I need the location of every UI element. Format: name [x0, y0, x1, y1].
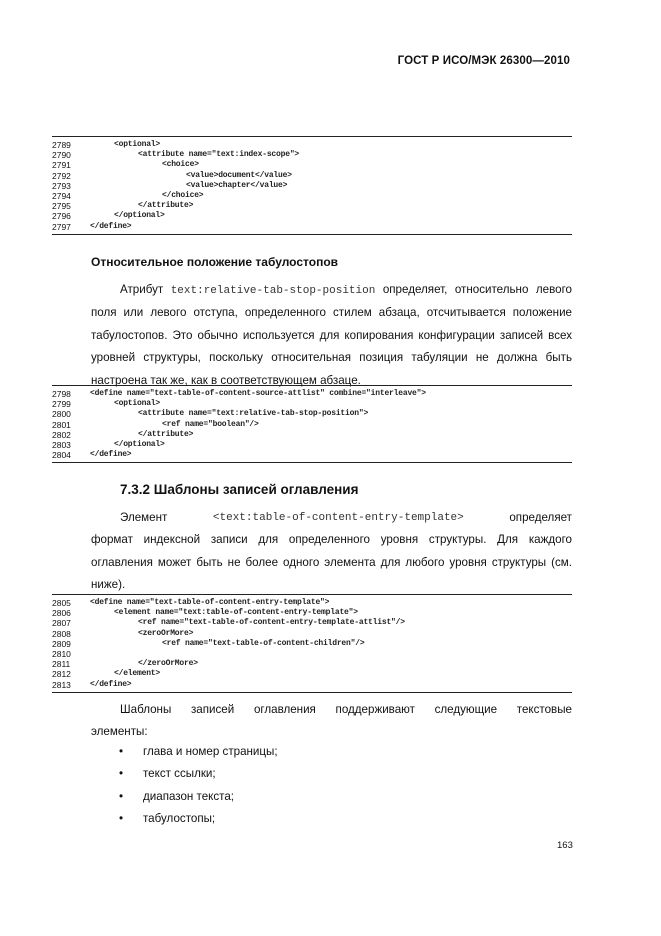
code-text: </choice>: [162, 190, 204, 200]
line-number: 2810: [52, 648, 71, 659]
code-text: <ref name="text-table-of-content-children"/>: [162, 638, 365, 648]
code-text: <value>chapter</value>: [186, 180, 288, 190]
code-line: [52, 409, 572, 419]
bullet-icon: •: [119, 745, 124, 758]
list-item: [91, 763, 572, 785]
code-text: <choice>: [162, 160, 199, 170]
paragraph-relative-tab-stop: [91, 279, 572, 392]
line-number: 2799: [52, 399, 71, 410]
code-text: <ref name="boolean"/>: [162, 419, 259, 429]
code-text: <attribute name="text:index-scope">: [138, 150, 300, 160]
code-text: </define>: [90, 679, 132, 689]
code-line: [52, 608, 572, 618]
code-text: </attribute>: [138, 201, 194, 211]
paragraph-rest: формат индексной записи для определенного уровня структуры. Для каждого оглавления может быть не более одного элемента для любого уровня структуры (см. ниже).: [91, 533, 572, 592]
code-line: [52, 450, 572, 460]
intro-word: Шаблоны: [120, 703, 172, 716]
bullet-icon: •: [119, 767, 124, 781]
code-text: <value>document</value>: [186, 170, 292, 180]
intro-word: оглавления: [253, 703, 316, 716]
list-item: [91, 741, 572, 763]
list-item-text: глава и номер страницы;: [143, 745, 278, 758]
code-line: [52, 430, 572, 440]
inline-code-element: <text:table-of-content-entry-template>: [212, 512, 464, 524]
code-text: <optional>: [114, 140, 161, 149]
code-text: </attribute>: [138, 429, 194, 439]
code-text: </optional>: [114, 211, 165, 221]
line-number: 2811: [52, 659, 71, 670]
line-number: 2806: [52, 608, 71, 619]
code-listing-entry-template: [52, 594, 572, 693]
paragraph-supported-elements: [91, 699, 572, 744]
code-text: <define name="text-table-of-content-source-attlist" combine="interleave">: [90, 389, 426, 398]
line-number: 2791: [52, 160, 71, 171]
code-line: [52, 440, 572, 450]
code-line: [52, 669, 572, 679]
code-listing-relative-tab-stop: [52, 385, 572, 463]
paragraph-intro-line: [91, 699, 572, 721]
code-text: <optional>: [114, 399, 161, 409]
code-listing-index-scope: [52, 136, 572, 235]
list-item: [91, 786, 572, 808]
code-text: </element>: [114, 669, 161, 679]
word-element: Элемент: [120, 511, 168, 524]
bullet-list-text-elements: [91, 741, 572, 831]
code-text: </optional>: [114, 439, 165, 449]
code-line: [52, 598, 572, 608]
code-line: [52, 420, 572, 430]
code-line: [52, 211, 572, 221]
list-item-text: табулостопы;: [143, 812, 216, 826]
line-number: 2801: [52, 419, 71, 430]
line-number: 2795: [52, 201, 71, 212]
list-item-text: диапазон текста;: [143, 789, 235, 803]
bullet-icon: •: [119, 812, 124, 826]
code-line: [52, 618, 572, 628]
code-text: <element name="text:table-of-content-entry-template">: [114, 608, 358, 618]
line-number: 2796: [52, 211, 71, 222]
bullet-icon: •: [119, 789, 124, 803]
code-line: [52, 222, 572, 232]
line-number: 2804: [52, 450, 71, 461]
section-heading-relative-tab-stop: Относительное положение табулостопов: [91, 255, 339, 269]
intro-word: следующие: [434, 703, 498, 716]
code-line: [52, 160, 572, 170]
paragraph-entry-template: [91, 507, 572, 597]
line-number: 2797: [52, 221, 71, 232]
code-line: [52, 171, 572, 181]
line-number: 2798: [52, 389, 71, 399]
code-text: </define>: [90, 221, 132, 231]
line-number: 2789: [52, 140, 71, 150]
line-number: 2807: [52, 618, 71, 629]
code-text: </define>: [90, 450, 132, 460]
line-number: 2792: [52, 170, 71, 181]
code-line: [52, 181, 572, 191]
code-line: [52, 659, 572, 669]
line-number: 2813: [52, 679, 71, 690]
list-item-text: текст ссылки;: [143, 767, 216, 781]
intro-word: текстовые: [516, 703, 572, 716]
line-number: 2808: [52, 628, 71, 639]
word-defines: определяет: [509, 511, 572, 524]
line-number: 2803: [52, 439, 71, 450]
code-line: [52, 399, 572, 409]
code-line: [52, 680, 572, 690]
line-number: 2794: [52, 190, 71, 201]
code-line: [52, 639, 572, 649]
intro-word: записей: [190, 703, 235, 716]
inline-code-attribute: text:relative-tab-stop-position: [170, 285, 376, 297]
line-number: 2805: [52, 598, 71, 608]
line-number: 2793: [52, 180, 71, 191]
line-number: 2809: [52, 638, 71, 649]
paragraph-intro-tail: элементы:: [91, 725, 148, 739]
paragraph-text-start: Атрибут: [120, 283, 171, 296]
paragraph-text-rest: определяет, относительно левого поля или левого отступа, определенного стилем абзаца, отсчитывается положение табулостопов. Это обычно используется для копирования конфигурации записей всех уровней структуры, поскольку относительная позиция табуляции не должна быть настроена так же, как в соответствующем абзаце.: [91, 283, 572, 387]
document-standard-header: ГОСТ Р ИСО/МЭК 26300—2010: [397, 55, 570, 67]
code-line: [52, 629, 572, 639]
line-number: 2802: [52, 429, 71, 440]
code-line: [52, 649, 572, 659]
page-number: 163: [557, 840, 573, 851]
line-number: 2790: [52, 150, 71, 161]
code-text: <attribute name="text:relative-tab-stop-position">: [138, 409, 369, 419]
code-text: </zeroOrMore>: [138, 659, 198, 669]
code-line: [52, 389, 572, 399]
line-number: 2800: [52, 409, 71, 420]
code-line: [52, 191, 572, 201]
list-item: [91, 808, 572, 830]
code-text: <ref name="text-table-of-content-entry-template-attlist"/>: [138, 618, 405, 628]
code-line: [52, 140, 572, 150]
code-line: [52, 150, 572, 160]
code-text: <zeroOrMore>: [138, 628, 194, 638]
section-heading-7-3-2: 7.3.2 Шаблоны записей оглавления: [120, 482, 359, 497]
code-line: [52, 201, 572, 211]
code-text: <define name="text-table-of-content-entry-template">: [90, 598, 330, 607]
intro-word: поддерживают: [335, 703, 415, 716]
paragraph-first-line: [91, 507, 572, 529]
line-number: 2812: [52, 669, 71, 680]
